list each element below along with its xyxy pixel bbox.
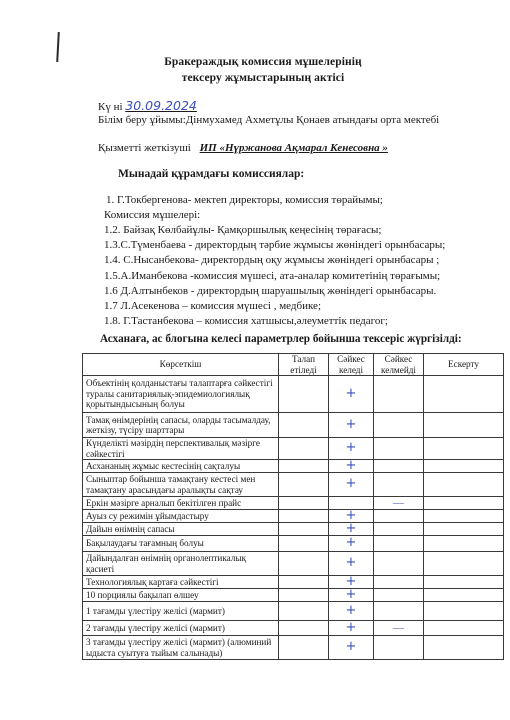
note-cell (424, 473, 504, 497)
table-row (83, 552, 504, 576)
required-cell (279, 376, 329, 413)
note-cell (424, 589, 504, 602)
indicator-cell: Технологиялық картаға сәйкестігі (83, 576, 279, 589)
member-line: 1. Г.Токбергенова- мектеп директоры, комиссия төрайымы; (106, 194, 383, 206)
member-line: 1.6 Д.Алтынбеков - директордың шаруашылық жөніндегі орынбасары. (104, 285, 437, 297)
indicator-cell: 3 тағамды үлестіру желісі (мармит) (алюминий ыдыста суытуға тыйым салынады) (83, 636, 279, 660)
required-cell (279, 510, 329, 523)
doc-title-line2: тексеру жұмыстарының актісі (181, 72, 345, 84)
indicator-cell: Еркін мәзірге арналып бекітілген прайс (83, 497, 279, 510)
match-cell: + (329, 473, 374, 497)
table-row (83, 438, 504, 460)
note-cell (424, 497, 504, 510)
nomatch-cell (374, 438, 424, 460)
indicator-cell: Тамақ өнімдерінің сапасы, оларды тасымалдау, жеткізу, түсіру шарттары (83, 413, 279, 438)
note-cell (424, 621, 504, 636)
indicator-cell: Дайын өнімнің сапасы (83, 523, 279, 536)
indicator-cell: 10 порциялы бақылап өлшеу (83, 589, 279, 602)
nomatch-cell (374, 636, 424, 660)
required-cell (279, 413, 329, 438)
nomatch-cell (374, 552, 424, 576)
indicator-cell: Асхананың жұмыс кестесінің сақталуы (83, 460, 279, 473)
note-cell (424, 523, 504, 536)
table-row (83, 510, 504, 523)
table-row (83, 576, 504, 589)
required-cell (279, 473, 329, 497)
table-row (83, 589, 504, 602)
required-cell (279, 602, 329, 621)
column-header: Сәйкес келмейді (374, 354, 424, 376)
table-row (83, 602, 504, 621)
match-cell: + (329, 438, 374, 460)
indicator-cell: Дайындалған өнімнің органолептикалық қасиеті (83, 552, 279, 576)
member-line: 1.7 Л.Асекенова – комиссия мүшесі , медбике; (104, 300, 321, 312)
match-cell: + (329, 413, 374, 438)
date-value: 30.09.2024 (125, 98, 197, 113)
nomatch-cell (374, 602, 424, 621)
member-line: 1.2. Байзақ Көлбайұлы- Қамқоршылық кеңесінің төрағасы; (104, 224, 382, 236)
note-cell (424, 376, 504, 413)
organization-line (98, 114, 439, 126)
nomatch-cell (374, 460, 424, 473)
match-cell: + (329, 589, 374, 602)
nomatch-cell: — (374, 497, 424, 510)
note-cell (424, 636, 504, 660)
required-cell (279, 552, 329, 576)
column-header: Көрсеткіш (83, 354, 279, 376)
member-line: 1.5.А.Иманбекова -комиссия мүшесі, ата-аналар комитетінің төрағымы; (104, 270, 441, 282)
nomatch-cell (374, 536, 424, 552)
required-cell (279, 636, 329, 660)
note-cell (424, 510, 504, 523)
organization-value: Дінмухамед Ахметұлы Қонаев атындағы орта мектебі (185, 114, 440, 126)
match-cell: + (329, 576, 374, 589)
nomatch-cell (374, 376, 424, 413)
indicator-cell: Күнделікті мәзірдің перспективалық мәзірге сәйкестігі (83, 438, 279, 460)
table-header-row (83, 354, 504, 376)
match-cell: + (329, 552, 374, 576)
organization-label: Білім беру ұйымы: (98, 114, 186, 126)
table-row (83, 536, 504, 552)
column-header: Сәйкес келеді (329, 354, 374, 376)
nomatch-cell (374, 589, 424, 602)
member-line: 1.3.С.Түменбаева - директордың тәрбие жұмысы жөніндегі орынбасары; (104, 239, 446, 251)
required-cell (279, 523, 329, 536)
required-cell (279, 621, 329, 636)
indicator-cell: Ауыз су режимін ұйымдастыру (83, 510, 279, 523)
member-line: 1.8. Г.Тастанбекова – комиссия хатшысы,әлеуметтік педагог; (104, 315, 388, 327)
provider-line (98, 142, 388, 154)
indicator-cell: 1 тағамды үлестіру желісі (мармит) (83, 602, 279, 621)
indicator-cell: Сыныптар бойынша тамақтану кестесі мен тамақтану арасындағы аралықты сақтау (83, 473, 279, 497)
required-cell (279, 497, 329, 510)
match-cell: + (329, 636, 374, 660)
table-row (83, 523, 504, 536)
note-cell (424, 460, 504, 473)
date-line (98, 98, 197, 113)
note-cell (424, 576, 504, 589)
inspection-heading: Асханаға, ас блогына келесі параметрлер бойынша тексеріс жүргізілді: (100, 333, 462, 345)
inspection-table (82, 353, 504, 660)
table-row (83, 460, 504, 473)
required-cell (279, 589, 329, 602)
required-cell (279, 536, 329, 552)
column-header: Талап етіледі (279, 354, 329, 376)
provider-label: Қызметті жеткізуші (98, 142, 191, 154)
required-cell (279, 460, 329, 473)
note-cell (424, 536, 504, 552)
table-row (83, 376, 504, 413)
table-row (83, 621, 504, 636)
nomatch-cell (374, 473, 424, 497)
member-line: Комиссия мұшелері: (104, 209, 201, 221)
member-line: 1.4. С.Нысанбекова- директордың оқу жұмысы жөніндегі орынбасары ; (104, 254, 440, 266)
indicator-cell: 2 тағамды үлестіру желісі (мармит) (83, 621, 279, 636)
note-cell (424, 438, 504, 460)
match-cell: + (329, 602, 374, 621)
note-cell (424, 552, 504, 576)
match-cell: + (329, 510, 374, 523)
doc-title-line1: Бракераждық комиссия мұшелерінің (164, 56, 362, 68)
match-cell: + (329, 523, 374, 536)
table-row (83, 473, 504, 497)
provider-value: ИП «Нүржанова Ақмарал Кенесовна » (199, 142, 388, 154)
indicator-cell: Бақылаудағы тағамның болуы (83, 536, 279, 552)
nomatch-cell: — (374, 621, 424, 636)
table-row (83, 636, 504, 660)
table-row (83, 497, 504, 510)
date-label: Кү ні (98, 101, 123, 113)
nomatch-cell (374, 576, 424, 589)
column-header: Ескерту (424, 354, 504, 376)
note-cell (424, 602, 504, 621)
indicator-cell: Объектінің қолданыстағы талаптарға сәйкестігі туралы санитариялық-эпидемиологиялық қорытындысының болуы (83, 376, 279, 413)
note-cell (424, 413, 504, 438)
nomatch-cell (374, 413, 424, 438)
match-cell: + (329, 460, 374, 473)
required-cell (279, 576, 329, 589)
commission-heading: Мынадай құрамдағы комиссиялар: (118, 168, 305, 180)
table-row (83, 413, 504, 438)
match-cell: + (329, 376, 374, 413)
match-cell: + (329, 536, 374, 552)
nomatch-cell (374, 510, 424, 523)
required-cell (279, 438, 329, 460)
match-cell: + (329, 621, 374, 636)
nomatch-cell (374, 523, 424, 536)
